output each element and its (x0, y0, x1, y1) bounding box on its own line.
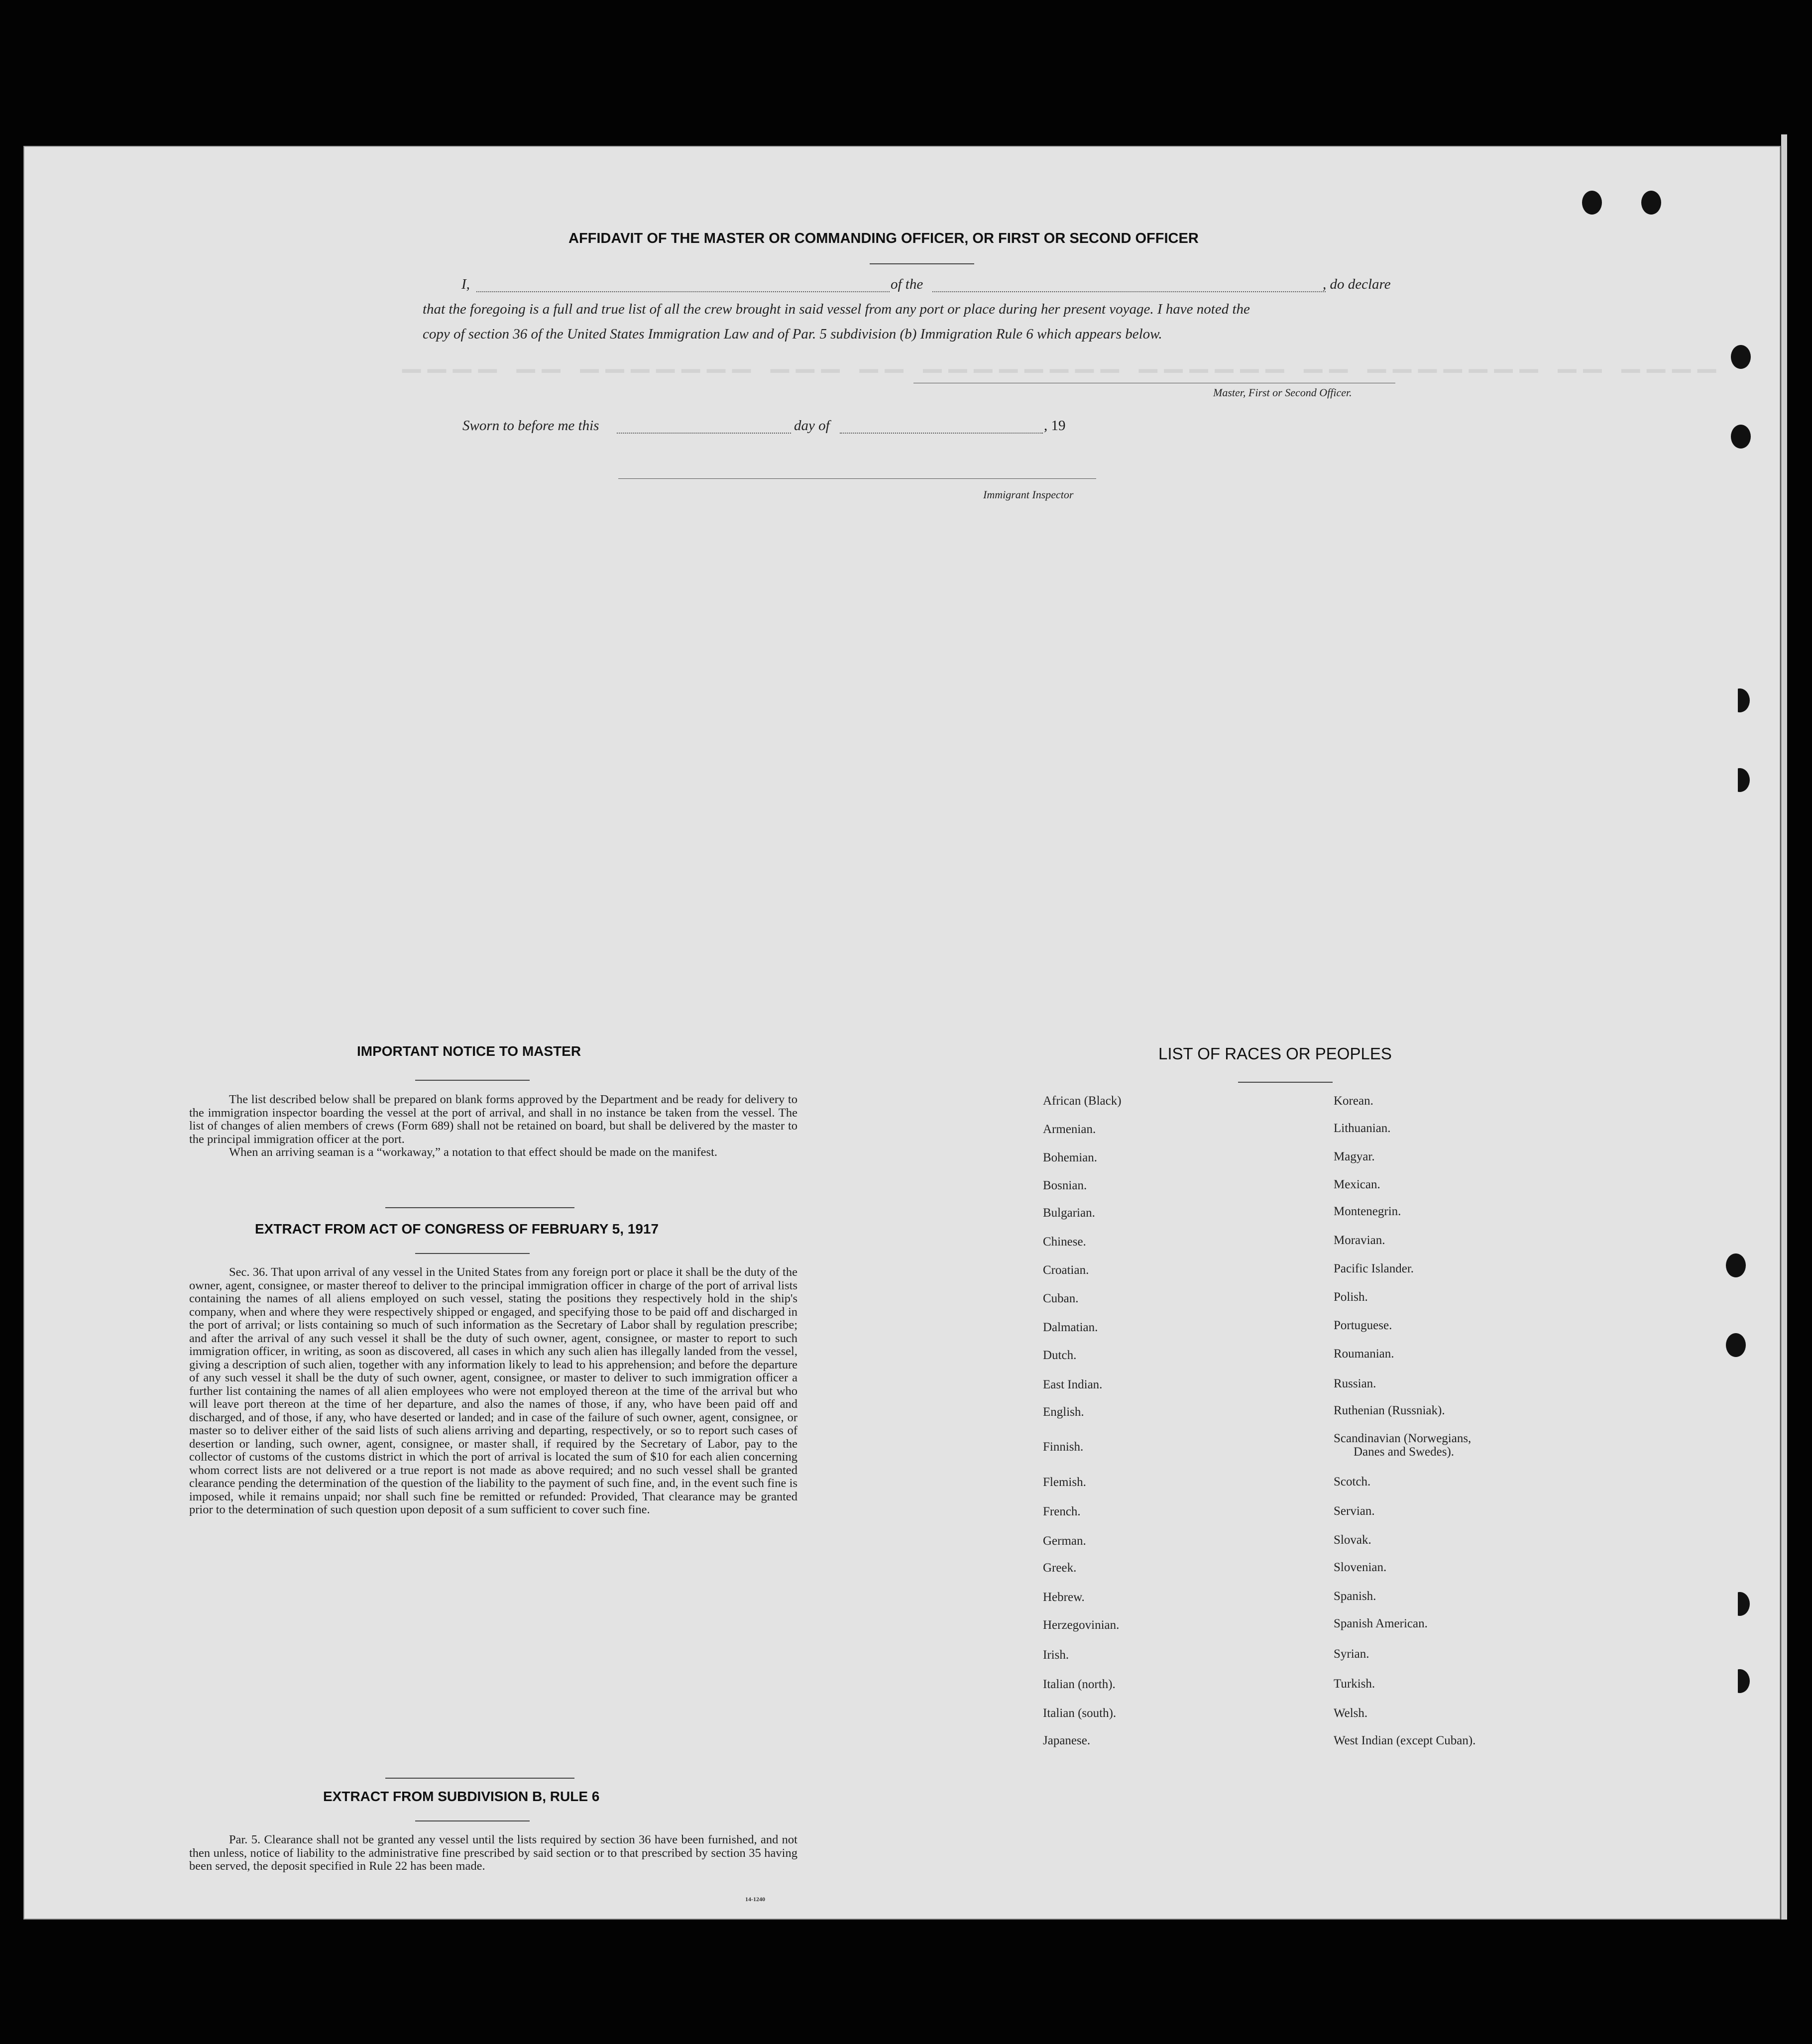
races-title: LIST OF RACES OR PEOPLES (1158, 1044, 1392, 1063)
race-item: German. (1043, 1534, 1086, 1548)
race-item: Irish. (1043, 1648, 1069, 1662)
sworn-year-label: , 19 (1044, 418, 1066, 434)
race-item: Spanish. (1334, 1590, 1376, 1603)
race-item: Bohemian. (1043, 1151, 1098, 1164)
race-item: Slovak. (1334, 1533, 1371, 1547)
race-item: Italian (south). (1043, 1706, 1117, 1720)
name-blank[interactable] (476, 291, 890, 292)
race-item: Slovenian. (1334, 1561, 1387, 1574)
race-item: English. (1043, 1405, 1084, 1419)
race-item: Chinese. (1043, 1235, 1086, 1249)
race-item: West Indian (except Cuban). (1334, 1734, 1476, 1747)
notice-title: IMPORTANT NOTICE TO MASTER (357, 1043, 581, 1059)
race-item: French. (1043, 1505, 1081, 1518)
divider (1238, 1082, 1333, 1083)
page-edge (1781, 134, 1787, 1920)
race-item: Polish. (1334, 1290, 1368, 1304)
race-item: Magyar. (1334, 1150, 1375, 1163)
race-item: Servian. (1334, 1504, 1375, 1518)
vessel-blank[interactable] (932, 291, 1326, 292)
affidavit-line-3: copy of section 36 of the United States Immigration Law and of Par. 5 subdivision (b) Immigration Rule 6 which appears below. (423, 326, 1162, 342)
bleed-through-text: ▁▁▁▁ ▁▁ ▁▁▁▁▁▁▁ ▁▁ ▁▁▁▁▁▁ ▁▁▁▁▁▁▁▁ ▁▁ ▁▁▁ ▁▁▁▁▁▁▁ ▁▁ ▁▁▁▁ (395, 346, 1716, 372)
divider (415, 1820, 530, 1821)
notice-paragraph-1: The list described below shall be prepared on blank forms approved by the Department and be ready for delivery to the immigration inspector boarding the vessel at the port of arrival, and shall in no instance be taken from the vessel. The list of changes of alien members of crews (Form 689) shall not be retained on board, but shall be delivered by the master to the principal immigration officer at the port. (189, 1093, 797, 1146)
race-item: Finnish. (1043, 1440, 1084, 1454)
paragraph-5-text: Par. 5. Clearance shall not be granted any vessel until the lists required by section 36 have been furnished, and not then unless, notice of liability to the administrative fine prescribed by said section or to that prescribed by section 35 having been served, the deposit specified in Rule 22 has been made. (189, 1833, 797, 1873)
divider (415, 1253, 530, 1254)
affidavit-title: AFFIDAVIT OF THE MASTER OR COMMANDING OFFICER, OR FIRST OR SECOND OFFICER (568, 230, 1199, 246)
race-item: Armenian. (1043, 1123, 1096, 1136)
act-extract-body (189, 1266, 797, 1517)
sworn-day-of-label: day of (794, 418, 830, 434)
divider (870, 263, 974, 264)
race-item: Japanese. (1043, 1734, 1091, 1747)
race-item: Scotch. (1334, 1475, 1371, 1488)
rule-extract-body (189, 1833, 797, 1873)
race-item: Spanish American. (1334, 1617, 1428, 1630)
race-item: Dutch. (1043, 1349, 1077, 1362)
race-item: Pacific Islander. (1334, 1262, 1414, 1275)
race-item: Welsh. (1334, 1706, 1368, 1720)
divider (385, 1207, 574, 1208)
race-item: Lithuanian. (1334, 1122, 1391, 1135)
race-item: Korean. (1334, 1094, 1373, 1108)
sworn-label: Sworn to before me this (462, 418, 599, 434)
punch-hole-icon (1730, 1669, 1750, 1693)
race-item: Bulgarian. (1043, 1206, 1095, 1220)
race-item: Dalmatian. (1043, 1321, 1098, 1334)
inspector-label: Immigrant Inspector (983, 488, 1074, 501)
punch-hole-icon (1731, 345, 1751, 369)
sworn-day-blank[interactable] (617, 433, 791, 434)
race-item: Bosnian. (1043, 1179, 1087, 1192)
affidavit-of-the-label: of the (891, 276, 923, 292)
race-item: Montenegrin. (1334, 1205, 1401, 1218)
punch-hole-icon (1726, 1253, 1746, 1277)
race-item: Danes and Swedes). (1354, 1445, 1455, 1459)
race-item: Turkish. (1334, 1677, 1375, 1691)
race-item: Flemish. (1043, 1476, 1086, 1489)
sworn-month-blank[interactable] (840, 433, 1043, 434)
punch-hole-icon (1726, 1333, 1746, 1357)
punch-hole-icon (1582, 191, 1602, 215)
affidavit-declare-label: , do declare (1323, 276, 1391, 292)
rule-extract-title: EXTRACT FROM SUBDIVISION B, RULE 6 (323, 1789, 600, 1804)
punch-hole-icon (1641, 191, 1661, 215)
race-item: Croatian. (1043, 1263, 1089, 1277)
notice-paragraph-2: When an arriving seaman is a “workaway,” a notation to that effect should be made on the manifest. (229, 1145, 718, 1159)
section-36-text: Sec. 36. That upon arrival of any vessel in the United States from any foreign port or place it shall be the duty of the owner, agent, consignee, or master thereof to deliver to the principal immigration officer in charge of the port of arrival lists containing the names of all aliens employed on such vessel, stating the positions they respectively hold in the ship's company, when and where they were respectively shipped or engaged, and specifying those to be paid off and discharged in the port of arrival; or lists containing so much of such information as the Secretary of Labor shall by regulation prescribe; and after the arrival of any such vessel it shall be the duty of such owner, agent, consignee, or master to report to such immigration officer, in writing, as soon as discovered, all cases in which any such alien has illegally landed from the vessel, giving a description of such alien, together with any information likely to lead to his apprehension; and before the departure of any such vessel it shall be the duty of such owner, agent, consignee, or master to deliver to such immigration officer a further list containing the names of all alien employees who were not employed thereon at the time of the arrival but who will leave port thereon at the time of her departure, and also the names of those, if any, who have been paid off and discharged, and of those, if any, who have deserted or landed; and in case of the failure of such owner, agent, consignee, or master so to deliver either of the said lists of such aliens arriving and departing, respectively, or so to report such cases of desertion or landing, such owner, agent, consignee, or master shall, if required by the Secretary of Labor, pay to the collector of customs of the customs district in which the port of arrival is located the sum of $10 for each alien concerning whom correct lists are not delivered or a true report is not made as above required; and no such vessel shall be granted clearance pending the determination of the question of the liability to the payment of such fine, and, in the event such fine is imposed, while it remains unpaid; nor shall such fine be remitted or refunded: Provided, That clearance may be granted prior to the determination of such question upon deposit of a sum sufficient to cover such fine. (189, 1265, 797, 1516)
punch-hole-icon (1730, 1592, 1750, 1616)
master-signature-label: Master, First or Second Officer. (1213, 386, 1352, 399)
divider (385, 1778, 574, 1779)
punch-hole-icon (1730, 688, 1750, 712)
form-number: 14-1240 (745, 1896, 765, 1903)
race-item: Cuban. (1043, 1292, 1079, 1305)
notice-body (189, 1093, 797, 1159)
punch-hole-icon (1730, 768, 1750, 792)
race-item: Hebrew. (1043, 1590, 1085, 1604)
affidavit-line-2: that the foregoing is a full and true list of all the crew brought in said vessel from any port or place during her present voyage. I have noted the (423, 301, 1250, 317)
punch-hole-icon (1731, 425, 1751, 449)
race-item: Russian. (1334, 1377, 1376, 1390)
race-item: Ruthenian (Russniak). (1334, 1404, 1445, 1417)
race-item: Roumanian. (1334, 1347, 1394, 1361)
race-item: Scandinavian (Norwegians, (1334, 1432, 1472, 1445)
act-extract-title: EXTRACT FROM ACT OF CONGRESS OF FEBRUARY 5, 1917 (255, 1221, 659, 1237)
divider (415, 1080, 530, 1081)
race-item: Italian (north). (1043, 1678, 1116, 1691)
race-item: Mexican. (1334, 1178, 1380, 1191)
race-item: Herzegovinian. (1043, 1618, 1120, 1632)
affidavit-i-label: I, (461, 276, 470, 292)
race-item: East Indian. (1043, 1378, 1103, 1391)
race-item: Portuguese. (1334, 1319, 1392, 1332)
race-item: Greek. (1043, 1561, 1077, 1575)
document-page (23, 146, 1781, 1920)
race-item: African (Black) (1043, 1094, 1122, 1108)
race-item: Moravian. (1334, 1234, 1385, 1247)
inspector-signature-line[interactable] (618, 478, 1096, 479)
race-item: Syrian. (1334, 1647, 1369, 1661)
